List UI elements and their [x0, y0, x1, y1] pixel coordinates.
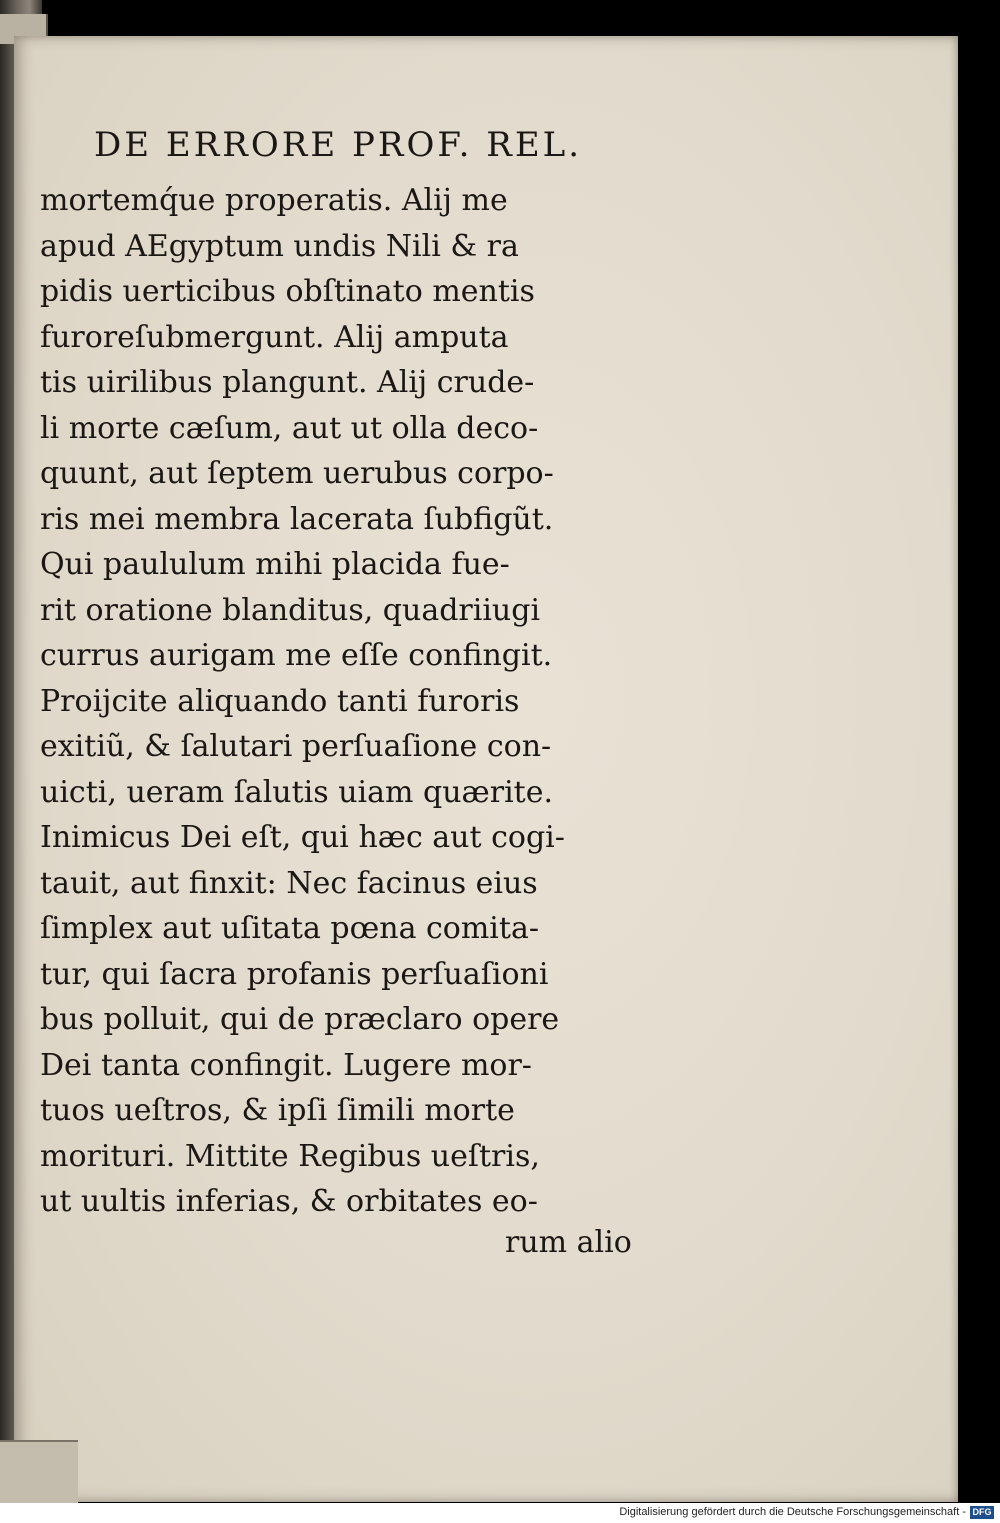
text-line: pidis uerticibus obſtinato mentis: [40, 274, 535, 309]
text-line: ut uultis inferias, & orbitates eo-: [40, 1184, 538, 1219]
text-line: li morte cæſum, aut ut olla deco-: [40, 410, 539, 446]
digitization-credit: Digitalisierung gefördert durch die Deutsche Forschungsgemeinschaft -: [619, 1506, 966, 1518]
text-line: Dei tanta confingit. Lugere mor-: [40, 1047, 532, 1083]
text-line: ſimplex aut uſitata pœna comita-: [40, 911, 539, 946]
text-line: mortemq́ue properatis. Alij me: [40, 183, 508, 218]
text-line: quunt, aut ſeptem uerubus corpo-: [40, 456, 554, 491]
text-line: rit oratione blanditus, quadriiugi: [40, 592, 541, 628]
text-line: apud AEgyptum undis Nili & ra: [40, 228, 519, 264]
text-line: Inimicus Dei eſt, qui hæc aut cogi-: [40, 820, 565, 855]
text-line: furoreſubmergunt. Alij amputa: [40, 319, 509, 355]
text-line: tis uirilibus plangunt. Alij crude-: [40, 365, 535, 400]
text-line: Qui paululum mihi placida fue-: [40, 547, 510, 582]
text-line: morituri. Mittite Regibus ueſtris,: [40, 1138, 540, 1174]
text-line: ris mei membra lacerata ſubfigũt.: [40, 501, 554, 537]
running-header: DE ERRORE PROF. REL.: [94, 125, 583, 165]
text-line: bus polluit, qui de præclaro opere: [40, 1002, 560, 1037]
text-line: tauit, aut finxit: Nec facinus eius: [40, 865, 538, 901]
text-line: exitiũ, & ſalutari perſuaſione con-: [40, 729, 552, 764]
dfg-logo: DFG: [970, 1506, 994, 1519]
catchword: rum alio: [505, 1225, 632, 1260]
text-line: tuos ueſtros, & ipſi ſimili morte: [40, 1093, 515, 1128]
text-line: uicti, ueram ſalutis uiam quærite.: [40, 774, 554, 810]
text-line: tur, qui ſacra profanis perſuaſioni: [40, 956, 549, 992]
text-line: Proijcite aliquando tanti furoris: [40, 683, 520, 719]
binding-tab-bottom: [0, 1440, 78, 1504]
text-line: currus aurigam me eſſe confingit.: [40, 638, 553, 673]
body-text: [40, 178, 660, 1225]
